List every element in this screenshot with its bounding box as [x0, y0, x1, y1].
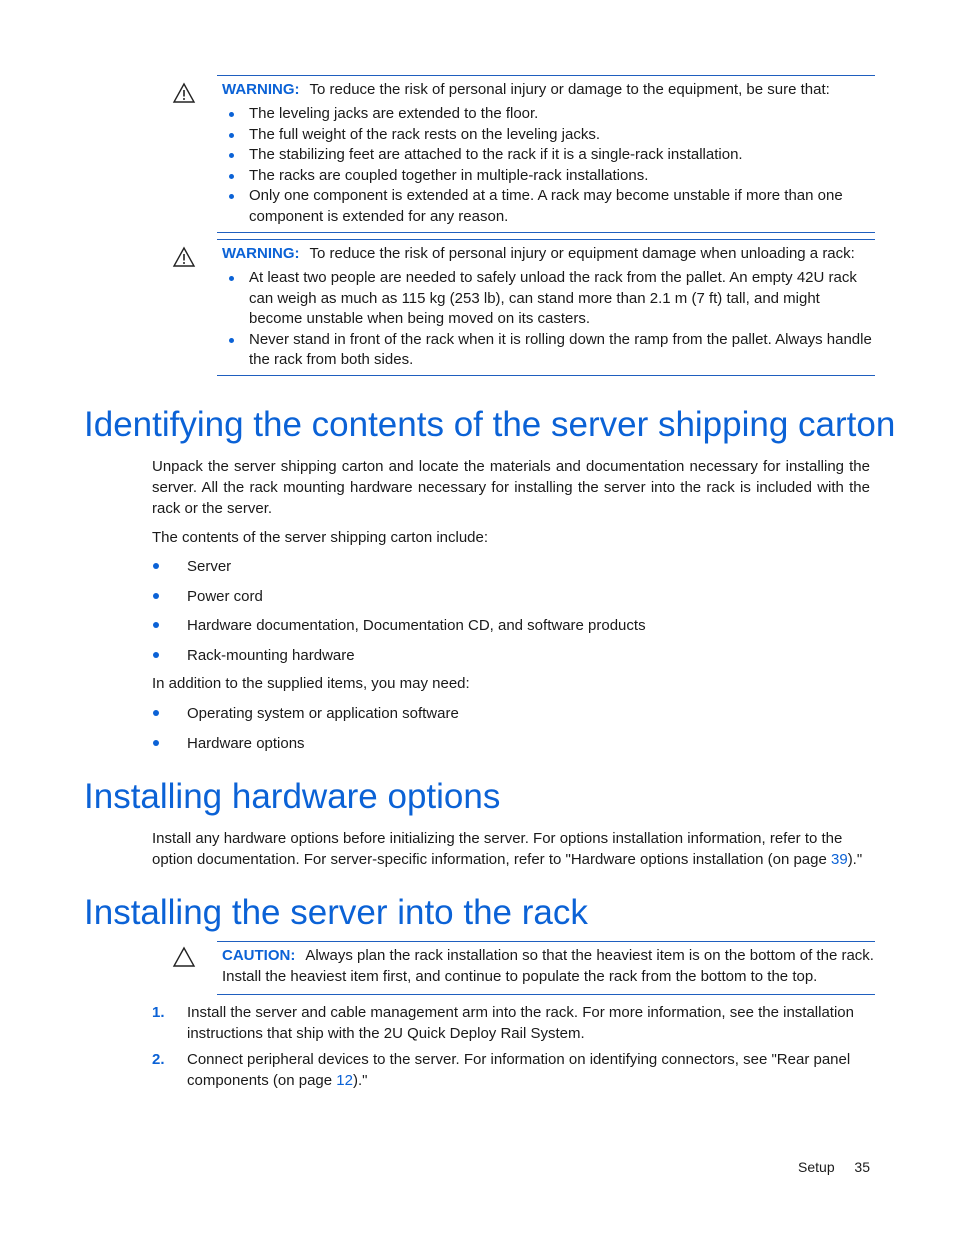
warning-triangle-icon: [172, 246, 196, 268]
footer-section: Setup: [798, 1159, 835, 1175]
page-number: 35: [854, 1159, 870, 1175]
step-item: [152, 1049, 870, 1091]
step-number: 2.: [152, 1051, 165, 1068]
page-link-39[interactable]: 39: [831, 851, 848, 868]
section-heading-rack: Installing the server into the rack: [84, 893, 588, 932]
contents-list: [152, 556, 646, 674]
warning-text: To reduce the risk of personal injury or damage to the equipment, be sure that:: [309, 81, 830, 98]
list-item: The full weight of the rack rests on the leveling jacks.: [222, 125, 875, 146]
warning-triangle-icon: [172, 82, 196, 104]
paragraph-text: Install any hardware options before initializing the server. For options installation information, refer to the option documentation. For server-specific information, refer to "Hardware options installation (on page: [152, 830, 843, 868]
section-heading-hardware: Installing hardware options: [84, 777, 501, 816]
step-text: Connect peripheral devices to the server. For information on identifying connectors, see "Rear panel components (on page: [187, 1051, 851, 1089]
section-heading-contents: Identifying the contents of the server shipping carton: [84, 405, 896, 444]
caution-label: CAUTION:: [222, 947, 296, 964]
page-link-12[interactable]: 12: [336, 1072, 353, 1089]
list-item: At least two people are needed to safely unload the rack from the pallet. An empty 42U rack can weigh as much as 115 kg (253 lb), can stand more than 2.1 m (7 ft) tall, and might become unstable when being moved on its casters.: [222, 268, 875, 330]
list-item: Operating system or application software: [152, 703, 459, 733]
paragraph-lead-2: In addition to the supplied items, you may need:: [152, 675, 470, 692]
caution-text: Always plan the rack installation so that the heaviest item is on the bottom of the rack. Install the heaviest item first, and continue to populate the rack from the bottom to the top.: [222, 947, 874, 985]
warning-notice-2: [217, 239, 875, 376]
caution-notice: [217, 941, 875, 995]
warning-notice-1: [217, 75, 875, 233]
list-item: Rack-mounting hardware: [152, 645, 646, 675]
paragraph-text: ).": [847, 851, 863, 868]
paragraph-intro: Unpack the server shipping carton and locate the materials and documentation necessary for installing the server. All the rack mounting hardware necessary for installing the server into the rack is included with the rack or the server.: [152, 458, 870, 517]
list-item: Power cord: [152, 586, 646, 616]
warning-label: WARNING:: [222, 245, 300, 262]
step-item: [152, 1002, 870, 1044]
caution-triangle-icon: [172, 946, 196, 968]
paragraph-hardware: [152, 828, 870, 870]
list-item: Server: [152, 556, 646, 586]
paragraph-lead: The contents of the server shipping carton include:: [152, 529, 489, 546]
step-number: 1.: [152, 1004, 165, 1021]
list-item: The stabilizing feet are attached to the rack if it is a single-rack installation.: [222, 145, 875, 166]
warning-label: WARNING:: [222, 81, 300, 98]
warning-text: To reduce the risk of personal injury or equipment damage when unloading a rack:: [309, 245, 855, 262]
optional-items-list: [152, 703, 459, 762]
step-text: Install the server and cable management arm into the rack. For more information, see the installation instructions that ship with the 2U Quick Deploy Rail System.: [187, 1004, 854, 1042]
step-text-end: ).": [352, 1072, 368, 1089]
list-item: Never stand in front of the rack when it is rolling down the ramp from the pallet. Always handle the rack from both sides.: [222, 330, 875, 371]
list-item: The leveling jacks are extended to the floor.: [222, 104, 875, 125]
list-item: Only one component is extended at a time. A rack may become unstable if more than one component is extended for any reason.: [222, 186, 875, 227]
page-footer: [798, 1157, 870, 1177]
list-item: Hardware options: [152, 733, 459, 763]
list-item: The racks are coupled together in multiple-rack installations.: [222, 166, 875, 187]
list-item: Hardware documentation, Documentation CD, and software products: [152, 615, 646, 645]
install-steps: [152, 1002, 870, 1096]
